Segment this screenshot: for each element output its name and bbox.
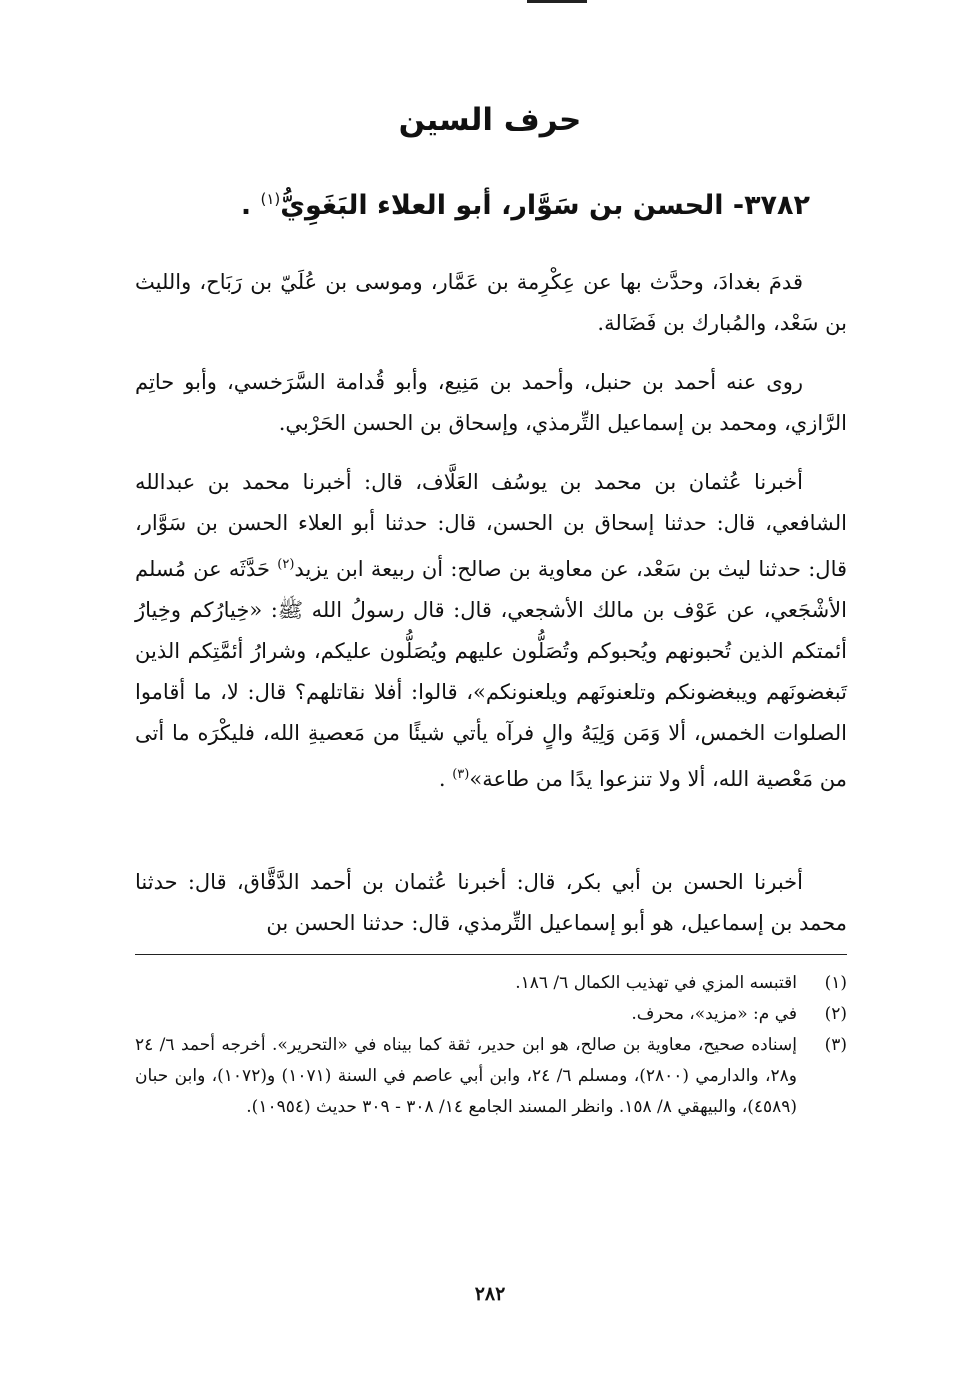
footnotes (135, 968, 847, 1123)
paragraph-narrators (135, 362, 847, 444)
footnote-number: (٢) (824, 1004, 847, 1024)
footnote-ref-3: (٣) (452, 767, 470, 782)
footnote-text: إسناده صحيح، معاوية بن صالح، هو ابن حدير، ثقة كما بيناه في «التحرير». أخرجه أحمد ٦/ ٢٤ و٢٨، والدارمي (٢٨٠٠)، ومسلم ٦/ ٢٤، وابن أبي عاصم في السنة (١٠٧١) و(١٠٧٢)، وابن حبان (٤٥٨٩)، والبيهقي ٨/ ١٥٨. وانظر المسند الجامع ١٤/ ٣٠٨ - ٣٠٩ حديث (١٠٩٥٤). (135, 1035, 798, 1117)
top-scan-mark (527, 0, 587, 3)
entry-heading-end: . (240, 190, 261, 221)
paragraph-biography (135, 262, 847, 344)
footnote-divider (135, 954, 847, 955)
footnote-number: (٣) (824, 1035, 847, 1055)
paragraph-text: قدمَ بغدادَ، وحدَّث بها عن عِكْرِمة بن عَمَّار، وموسى بن عُلَيّ بن رَبَاح، والليث بن سَعْد، والمُبارك بن فَضَالة. (135, 270, 847, 335)
footnote-item (135, 968, 847, 999)
footnote-number: (١) (824, 973, 847, 993)
page-number: ٢٨٢ (474, 1283, 506, 1305)
footnote-item (135, 1030, 847, 1123)
hadith-end: . (438, 767, 453, 791)
hadith-matn: حَدَّثَه عن مُسلم الأشْجَعي، عن عَوْف بن مالك الأشجعي، قال: قال رسولُ الله ﷺ: «خِيارُكم وخِيارُ أئمتكم الذين تُحبونهم ويُحبوكم وتُصَلُّون عليهم ويُصَلُّون عليكم، وشرارُ أئمَّتِكم الذين تَبغضونَهم ويبغضونكم وتلعنونَهم ويلعنونكم»، قالوا: أفلا نقاتلهم؟ قال: لا، ما أقاموا الصلوات الخمس، ألا وَمَن وَلِيَهُ والٍ فرآه يأتي شيئًا من مَعصيةِ الله، فليكْرَه ما أتى من مَعْصية الله، ألا ولا تنزعوا يدًا من طاعة» (135, 557, 847, 791)
entry-heading-text: ٣٧٨٢- الحسن بن سَوَّار، أبو العلاء البَغَوِيُّ (280, 190, 810, 221)
paragraph-second-chain (135, 862, 847, 944)
paragraph-hadith (135, 462, 847, 800)
footnote-ref-1: (١) (260, 190, 281, 208)
footnote-text: في م: «مزيد»، محرف. (631, 1004, 797, 1024)
paragraph-text: أخبرنا الحسن بن أبي بكر، قال: أخبرنا عُثمان بن أحمد الدَّقَّاق، قال: حدثنا محمد بن إسماعيل، هو أبو إسماعيل التِّرمذي، قال: حدثنا الحسن بن (135, 870, 847, 935)
footnote-text: اقتبسه المزي في تهذيب الكمال ٦/ ١٨٦. (515, 973, 797, 993)
entry-heading (110, 190, 810, 221)
paragraph-text: روى عنه أحمد بن حنبل، وأحمد بن مَنِيع، وأبو قُدامة السَّرَخسي، وأبو حاتِم الرَّازي، ومحمد بن إسماعيل التِّرمذي، وإسحاق بن الحسن الحَرْبي. (135, 370, 847, 435)
footnote-ref-2: (٢) (277, 557, 295, 572)
chapter-title: حرف السين (398, 102, 582, 138)
footnote-item (135, 999, 847, 1030)
paragraph-text (135, 462, 847, 800)
hadith-isnad: أخبرنا عُثمان بن محمد بن يوسُف العَلَّاف، قال: أخبرنا محمد بن عبدالله الشافعي، قال: حدثنا إسحاق بن الحسن، قال: حدثنا أبو العلاء الحسن بن سَوَّار، قال: حدثنا ليث بن سَعْد، عن معاوية بن صالح: أن ربيعة ابن يزيد (135, 470, 848, 581)
